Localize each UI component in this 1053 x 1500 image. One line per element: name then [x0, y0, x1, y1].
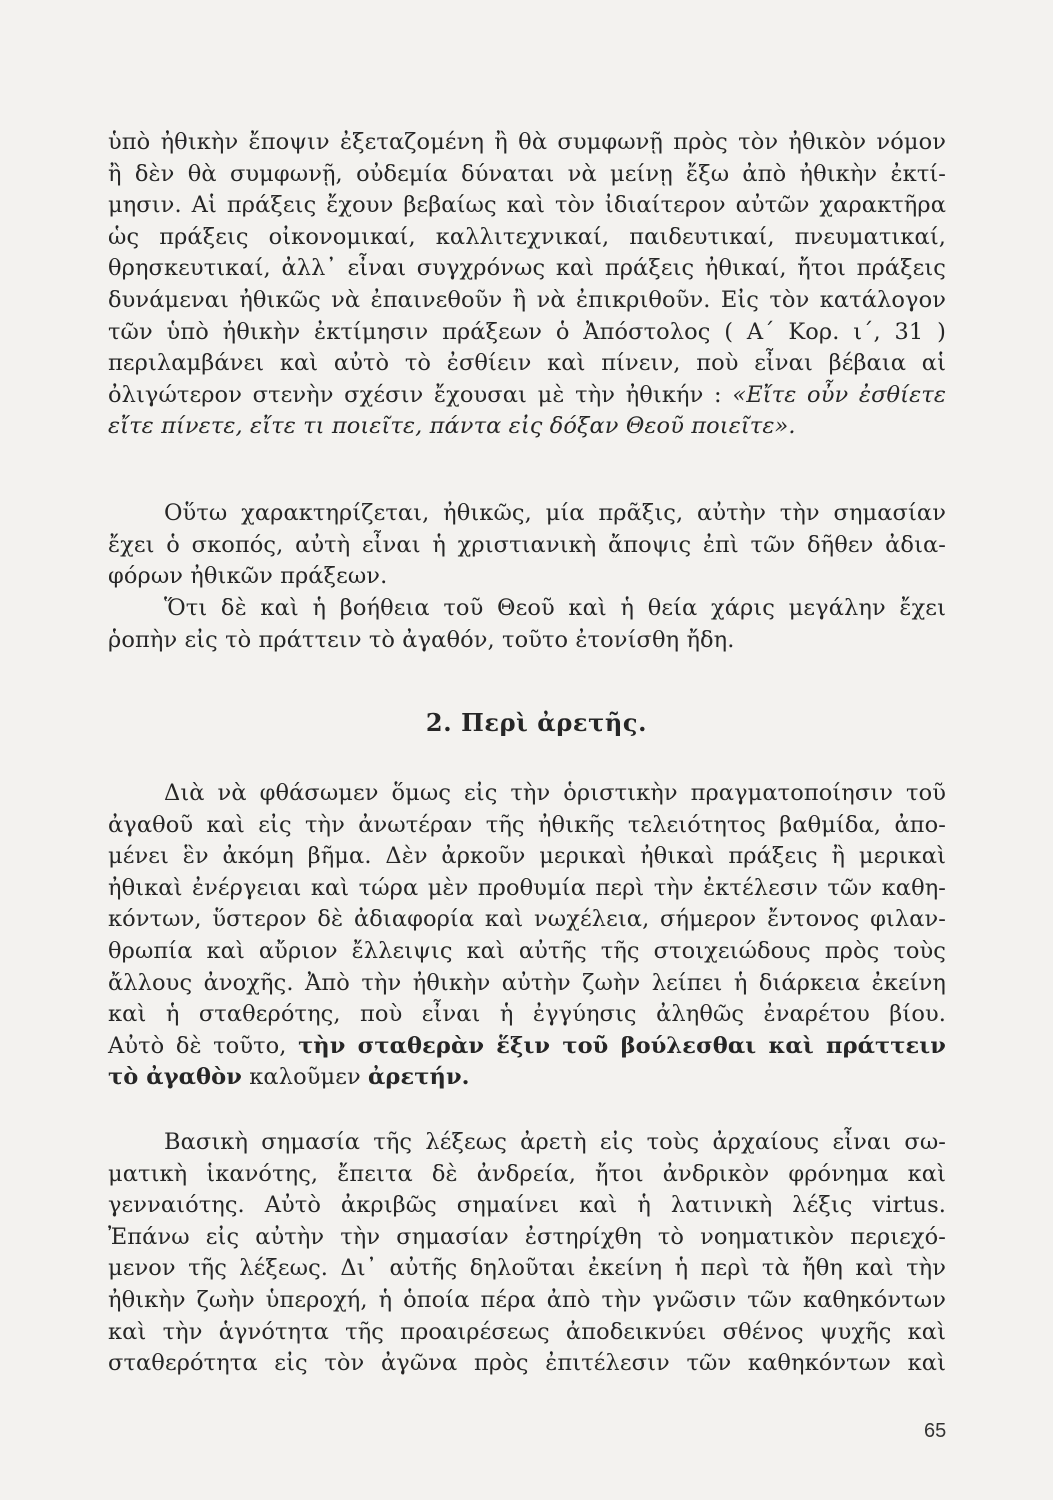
- bold-term: ἀρετήν.: [368, 1064, 470, 1091]
- paragraph-4: [108, 778, 946, 1094]
- text-line: ἠθικαὶ ἐνέργειαι καὶ τώρα μὲν προθυμία περὶ τὴν ἐκτέλεσιν τῶν καθη-: [108, 874, 946, 901]
- section-heading: 2. Περὶ ἀρετῆς.: [425, 708, 648, 737]
- text-line: Βασικὴ σημασία τῆς λέξεως ἀρετὴ εἰς τοὺς ἀρχαίους εἶναι σω-: [164, 1129, 946, 1155]
- text-line: ὑπὸ ἠθικὴν ἔποψιν ἐξεταζομένη ἢ θὰ συμφωνῇ πρὸς τὸν ἠθικὸν νόμον: [108, 129, 946, 155]
- line-text: ὀλιγώτερον στενὴν σχέσιν ἔχουσαι μὲ τὴν ἠθικήν :: [108, 381, 733, 408]
- text-line: [108, 1031, 946, 1063]
- bold-definition: τὸ ἀγαθὸν: [108, 1064, 242, 1091]
- line-text: Αὐτὸ δὲ τοῦτο,: [108, 1032, 299, 1059]
- text-line: ἀγαθοῦ καὶ εἰς τὴν ἀνωτέραν τῆς ἠθικῆς τελειότητος βαθμίδα, ἀπο-: [108, 811, 946, 838]
- text-line: Ἐπάνω εἰς αὐτὴν τὴν σημασίαν ἐστηρίχθη τὸ νοηματικὸν περιεχό-: [108, 1223, 946, 1250]
- paragraph-5: [108, 1127, 946, 1380]
- bold-definition: τὴν σταθερὰν ἕξιν τοῦ βούλεσθαι καὶ πράττειν: [298, 1032, 946, 1059]
- text-line: ὡς πράξεις οἰκονομικαί, καλλιτεχνικαί, παιδευτικαί, πνευματικαί,: [108, 223, 946, 250]
- text-line: μένει ἓν ἀκόμη βῆμα. Δὲν ἀρκοῦν μερικαὶ ἠθικαὶ πράξεις ἢ μερικαὶ: [108, 843, 946, 870]
- text-line: μησιν. Αἱ πράξεις ἔχουν βεβαίως καὶ τὸν ἰδιαίτερον αὐτῶν χαρακτῆρα: [108, 192, 946, 219]
- text-line: Οὕτω χαρακτηρίζεται, ἠθικῶς, μία πρᾶξις, αὐτὴν τὴν σημασίαν: [164, 500, 946, 526]
- text-line: ῥοπὴν εἰς τὸ πράττειν τὸ ἀγαθόν, τοῦτο ἐτονίσθη ἤδη.: [108, 626, 735, 653]
- quote-text: εἴτε πίνετε, εἴτε τι ποιεῖτε, πάντα εἰς δόξαν Θεοῦ ποιεῖτε».: [108, 413, 796, 440]
- text-line: [108, 1062, 946, 1094]
- text-line: γενναιότης. Αὐτὸ ἀκριβῶς σημαίνει καὶ ἡ λατινικὴ λέξις virtus.: [108, 1192, 946, 1219]
- text-line: φόρων ἠθικῶν πράξεων.: [108, 563, 388, 590]
- text-line: Διὰ νὰ φθάσωμεν ὅμως εἰς τὴν ὁριστικὴν πραγματοποίησιν τοῦ: [164, 780, 946, 806]
- text-line: ματικὴ ἱκανότης, ἔπειτα δὲ ἀνδρεία, ἤτοι ἀνδρικὸν φρόνημα καὶ: [108, 1160, 946, 1187]
- text-line: περιλαμβάνει καὶ αὐτὸ τὸ ἐσθίειν καὶ πίνειν, ποὺ εἶναι βέβαια αἱ: [108, 350, 946, 377]
- paragraph-1: [108, 127, 946, 443]
- text-line: καὶ ἡ σταθερότης, ποὺ εἶναι ἡ ἐγγύησις ἀληθῶς ἐναρέτου βίου.: [108, 1001, 946, 1028]
- text-line: καὶ τὴν ἁγνότητα τῆς προαιρέσεως ἀποδεικνύει σθένος ψυχῆς καὶ: [108, 1318, 946, 1345]
- text-line: ἢ δὲν θὰ συμφωνῇ, οὐδεμία δύναται νὰ μείνῃ ἔξω ἀπὸ ἠθικὴν ἐκτί-: [108, 160, 946, 187]
- paragraph-2: [108, 498, 946, 593]
- text-line: σταθερότητα εἰς τὸν ἀγῶνα πρὸς ἐπιτέλεσιν τῶν καθηκόντων καὶ: [108, 1350, 946, 1377]
- text-line: ἠθικὴν ζωὴν ὑπεροχή, ἡ ὁποία πέρα ἀπὸ τὴν γνῶσιν τῶν καθηκόντων: [108, 1286, 946, 1313]
- quote-text: «Εἴτε οὖν ἐσθίετε: [732, 381, 946, 408]
- line-text: καλοῦμεν: [242, 1064, 369, 1091]
- text-line: [108, 411, 946, 443]
- paragraph-3: [108, 593, 946, 656]
- text-line: θρωπία καὶ αὔριον ἔλλειψις καὶ αὐτῆς τῆς στοιχειώδους πρὸς τοὺς: [108, 937, 946, 964]
- text-line: ἔχει ὁ σκοπός, αὐτὴ εἶναι ἡ χριστιανικὴ ἄποψις ἐπὶ τῶν δῆθεν ἀδια-: [108, 531, 946, 558]
- text-line: ἄλλους ἀνοχῆς. Ἀπὸ τὴν ἠθικὴν αὐτὴν ζωὴν λείπει ἡ διάρκεια ἐκείνη: [108, 969, 946, 996]
- text-line: κόντων, ὕστερον δὲ ἀδιαφορία καὶ νωχέλεια, σήμερον ἔντονος φιλαν-: [108, 906, 946, 933]
- text-line: [108, 380, 946, 412]
- text-line: Ὅτι δὲ καὶ ἡ βοήθεια τοῦ Θεοῦ καὶ ἡ θεία χάρις μεγάλην ἔχει: [164, 595, 946, 621]
- page-number: 65: [924, 1420, 947, 1442]
- text-line: θρησκευτικαί, ἀλλ᾽ εἶναι συγχρόνως καὶ πράξεις ἠθικαί, ἤτοι πράξεις: [108, 255, 946, 282]
- text-line: δυνάμεναι ἠθικῶς νὰ ἐπαινεθοῦν ἢ νὰ ἐπικριθοῦν. Εἰς τὸν κατάλογον: [108, 286, 946, 313]
- text-line: τῶν ὑπὸ ἠθικὴν ἐκτίμησιν πράξεων ὁ Ἀπόστολος ( Α΄ Κορ. ι΄, 31 ): [108, 318, 946, 345]
- text-line: μενον τῆς λέξεως. Δι᾽ αὐτῆς δηλοῦται ἐκείνη ἡ περὶ τὰ ἤθη καὶ τὴν: [108, 1255, 946, 1282]
